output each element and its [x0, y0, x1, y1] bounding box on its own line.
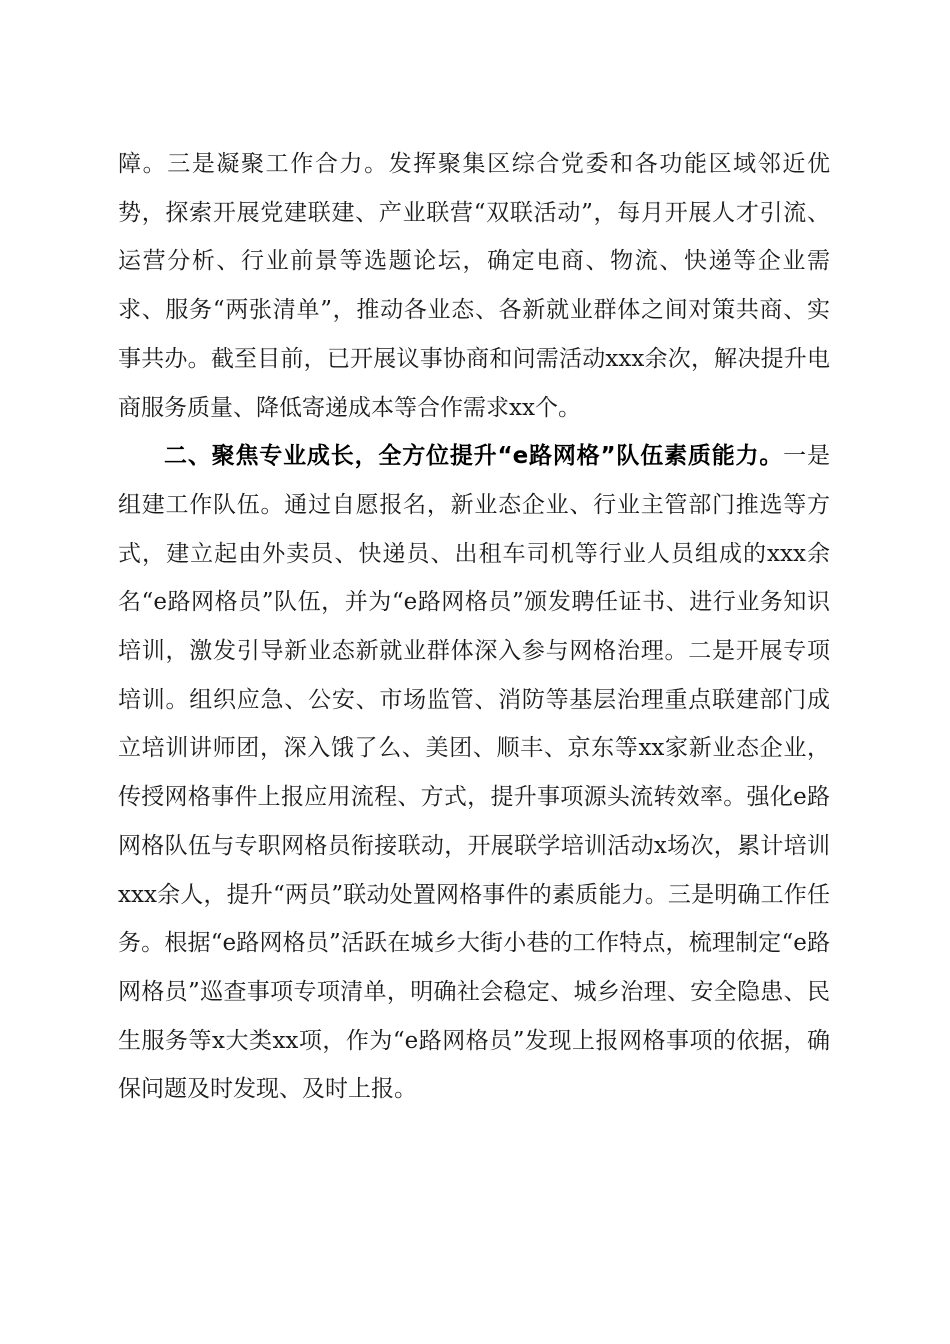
section-two-body: 一是组建工作队伍。通过自愿报名，新业态企业、行业主管部门推选等方式，建立起由外卖员、快递员、出租车司机等行业人员组成的xxx余名“e路网格员”队伍，并为“e路网格员”颁发聘任证书、进行业务知识培训，激发引导新业态新就业群体深入参与网格治理。二是开展专项培训。组织应急、公安、市场监管、消防等基层治理重点联建部门成立培训讲师团，深入饿了么、美团、顺丰、京东等xx家新业态企业，传授网格事件上报应用流程、方式，提升事项源头流转效率。强化e路网格队伍与专职网格员衔接联动，开展联学培训活动x场次，累计培训xxx余人，提升“两员”联动处置网格事件的素质能力。三是明确工作任务。根据“e路网格员”活跃在城乡大街小巷的工作特点，梳理制定“e路网格员”巡查事项专项清单，明确社会稳定、城乡治理、安全隐患、民生服务等x大类xx项，作为“e路网格员”发现上报网格事项的依据，确保问题及时发现、及时上报。	[118, 443, 830, 1103]
section-heading-two: 二、聚焦专业成长，全方位提升“e路网格”队伍素质能力。	[164, 443, 784, 470]
paragraph-continuation: 障。三是凝聚工作合力。发挥聚集区综合党委和各功能区域邻近优势，探索开展党建联建、产业联营“双联活动”，每月开展人才引流、运营分析、行业前景等选题论坛，确定电商、物流、快递等企业需求、服务“两张清单”，推动各业态、各新就业群体之间对策共商、实事共办。截至目前，已开展议事协商和问需活动xxx余次，解决提升电商服务质量、降低寄递成本等合作需求xx个。	[118, 151, 830, 421]
document-body	[118, 140, 830, 1114]
paragraph-section-two	[118, 432, 830, 1114]
